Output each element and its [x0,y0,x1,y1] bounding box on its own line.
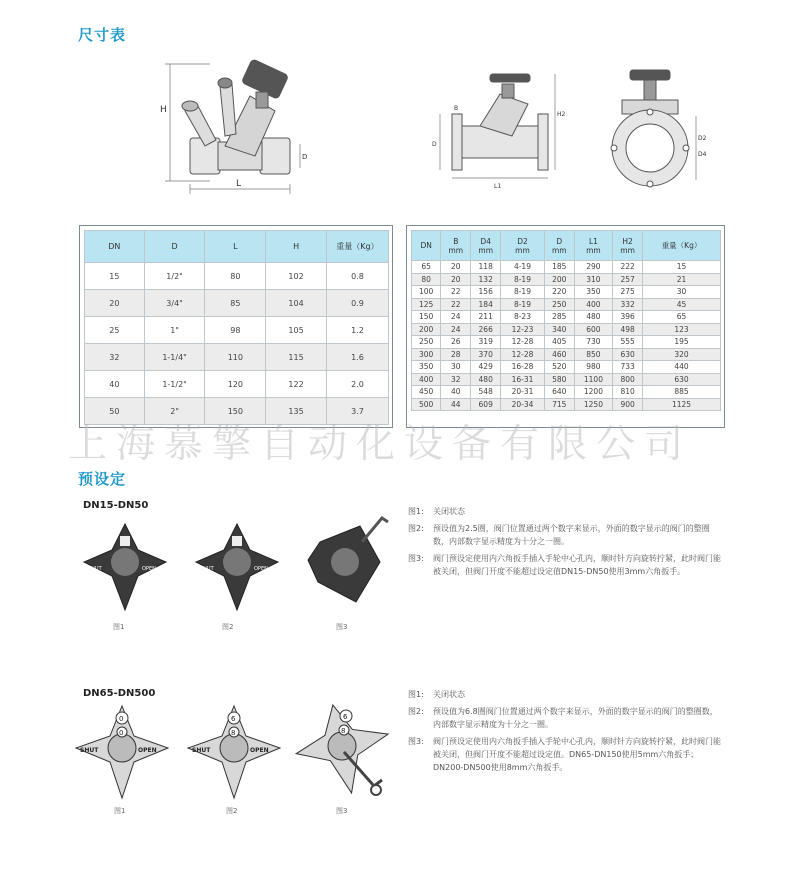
table-header-row [412,231,721,261]
table-cell: 480 [574,311,612,324]
table-cell: 65 [412,261,441,274]
table-cell: 1200 [574,386,612,399]
note-text: 预设值为2.5圈，阀门位置通过两个数字来显示，外面的数字显示的阀门的整圈数，内部数字显示精度为十分之一圈。 [433,524,710,546]
table-cell: 405 [544,336,574,349]
table-cell: 715 [544,398,574,411]
table-cell: 195 [643,336,721,349]
table-cell: 185 [544,261,574,274]
table-cell: 220 [544,286,574,299]
table-cell: 20 [441,273,471,286]
table-row [412,286,721,299]
table-row [85,317,389,344]
table-row [412,273,721,286]
table-cell: 340 [544,323,574,336]
table-cell: 22 [441,286,471,299]
table-cell: 730 [574,336,612,349]
table-row [412,386,721,399]
note-text: 阀门预设定使用内六角扳手插入手轮中心孔内，顺时针方向旋转拧紧，此时阀门能被关闭，但阀门开度不能超过设定值。DN65-DN150使用5mm六角扳手；DN200-DN500使用8mm六角扳手。 [433,737,721,772]
table-cell: 211 [471,311,501,324]
table-cell: 15 [85,263,145,290]
table-cell: 24 [441,323,471,336]
table-cell: 1-1/4" [144,344,205,371]
table-cell: 16-28 [501,361,545,374]
table-row [412,361,721,374]
knob-small-fig3 [300,512,395,616]
table-cell: 630 [643,373,721,386]
dim-label-d2: D2 [698,135,707,142]
table-cell: 320 [643,348,721,361]
header-unit: mm [620,245,635,255]
table-cell: 22 [441,298,471,311]
table-cell: 222 [613,261,643,274]
table-cell: 555 [613,336,643,349]
header-top: B [453,236,459,246]
knob-shut-label: SHUT [88,566,102,572]
table-row [412,298,721,311]
table-cell: 850 [574,348,612,361]
table-cell: 102 [266,263,327,290]
table-cell: 20 [85,290,145,317]
table-cell: 8-19 [501,286,545,299]
table-cell: 200 [544,273,574,286]
header-cell: H [266,231,327,263]
dim-label-d4: D4 [698,151,707,158]
table-cell: 200 [412,323,441,336]
note-text: 预设值为6.8圈阀门位置通过两个数字来显示，外面的数字显示的阀门的整圈数，内部数字显示精度为十分之一圈。 [433,707,718,729]
header-unit: mm [448,245,464,255]
table-row [85,290,389,317]
note-item [408,688,728,701]
caption-small-3: 图3 [336,623,348,631]
table-cell: 396 [613,311,643,324]
dim-label-d: D [302,153,308,161]
table-cell: 1.6 [326,344,388,371]
table-cell: 105 [266,317,327,344]
table-cell: 15 [643,261,721,274]
table-header-row [85,231,389,263]
dim-label-l: L [236,179,242,189]
table-cell: 900 [613,398,643,411]
table-cell: 300 [412,348,441,361]
table-cell: 520 [544,361,574,374]
header-top: D [556,236,563,246]
knob-large-fig1 [72,702,172,802]
table-cell: 132 [471,273,501,286]
table-cell: 500 [412,398,441,411]
note-text: 阀门预设定使用内六角扳手插入手轮中心孔内，顺时针方向旋转拧紧，此时阀门能被关闭，但阀门开度不能超过设定值DN15-DN50使用3mm六角扳手。 [433,554,721,576]
header-top: L1 [588,236,598,246]
header-cell: D [144,231,205,263]
table-cell: 110 [205,344,266,371]
company-watermark: 上海慕擎自动化设备有限公司 [68,422,693,467]
flanged-valve-front-drawing [600,56,710,196]
table-cell: 8-19 [501,298,545,311]
table-cell: 4-19 [501,261,545,274]
table-cell: 319 [471,336,501,349]
table-cell: 28 [441,348,471,361]
knob-digit: 0 [119,715,124,723]
knob-shut-label: SHUT [200,566,214,572]
table-cell: 135 [266,398,327,425]
table-cell: 80 [205,263,266,290]
dimension-table-small [84,230,389,425]
knob-digit: 8 [341,727,346,735]
note-item [408,705,728,731]
table-cell: 150 [412,311,441,324]
knob-large-fig2 [184,702,284,802]
flanged-valve-side-drawing [430,56,570,196]
table-cell: 45 [643,298,721,311]
table-cell: 429 [471,361,501,374]
table-cell: 2" [144,398,205,425]
header-cell: DN [85,231,145,263]
header-cell [544,231,574,261]
note-text: 关闭状态 [433,507,465,516]
table-cell: 50 [85,398,145,425]
table-cell: 118 [471,261,501,274]
knob-digit: 6 [343,713,348,721]
header-cell: 重量（Kg） [326,231,388,263]
table-cell: 400 [412,373,441,386]
table-cell: 350 [412,361,441,374]
table-cell: 400 [574,298,612,311]
table-cell: 370 [471,348,501,361]
table-row [412,311,721,324]
table-cell: 8-19 [501,273,545,286]
table-cell: 257 [613,273,643,286]
caption-large-3: 图3 [336,807,348,815]
note-item [408,552,728,578]
table-row [412,398,721,411]
table-cell: 26 [441,336,471,349]
table-cell: 1.2 [326,317,388,344]
table-cell: 120 [205,371,266,398]
table-cell: 1" [144,317,205,344]
table-cell: 885 [643,386,721,399]
header-unit: mm [478,245,494,255]
table-row [85,344,389,371]
table-cell: 1-1/2" [144,371,205,398]
table-cell: 20-31 [501,386,545,399]
table-cell: 40 [85,371,145,398]
table-cell: 1125 [643,398,721,411]
knob-shut-label: SHUT [192,747,211,754]
table-cell: 12-28 [501,348,545,361]
table-cell: 800 [613,373,643,386]
table-cell: 630 [613,348,643,361]
knob-large-fig3 [292,698,396,802]
header-top: DN [420,241,432,250]
table-cell: 275 [613,286,643,299]
note-label: 图2: [408,707,424,716]
table-cell: 1250 [574,398,612,411]
header-top: D4 [480,236,491,246]
table-cell: 25 [85,317,145,344]
preset-small-heading: DN15-DN50 [83,500,149,511]
header-top: H2 [622,236,633,246]
header-unit: mm [586,245,601,255]
knob-open-label: OPEN [142,566,156,572]
table-cell: 609 [471,398,501,411]
table-cell: 460 [544,348,574,361]
table-row [412,323,721,336]
note-label: 图2: [408,524,424,533]
knob-digit: 6 [231,715,236,723]
table-cell: 100 [412,286,441,299]
preset-large-notes [408,688,728,774]
dimensions-title: 尺寸表 [78,26,127,44]
table-cell: 30 [441,361,471,374]
dim-label-flange-d: D [432,141,437,148]
note-text: 关闭状态 [433,690,465,699]
note-label: 图3: [408,554,424,563]
knob-digit: 8 [231,729,236,737]
table-cell: 104 [266,290,327,317]
table-cell: 32 [441,373,471,386]
knob-open-label: OPEN [254,566,268,572]
table-cell: 0.9 [326,290,388,317]
table-row [412,261,721,274]
table-cell: 8-23 [501,311,545,324]
table-cell: 640 [544,386,574,399]
preset-title: 预设定 [78,470,127,488]
table-cell: 32 [85,344,145,371]
header-unit: mm [515,245,530,255]
note-item [408,505,728,518]
table-cell: 498 [613,323,643,336]
table-cell: 3.7 [326,398,388,425]
header-cell [643,231,721,261]
table-cell: 310 [574,273,612,286]
preset-small-notes [408,505,728,578]
header-cell [441,231,471,261]
table-cell: 20-34 [501,398,545,411]
table-cell: 266 [471,323,501,336]
note-label: 图3: [408,737,424,746]
header-unit: mm [551,245,567,255]
table-row [412,373,721,386]
table-row [412,348,721,361]
table-cell: 350 [574,286,612,299]
caption-large-1: 图1 [114,807,126,815]
header-top: D2 [517,236,528,246]
table-cell: 285 [544,311,574,324]
table-cell: 3/4" [144,290,205,317]
header-cell: L [205,231,266,263]
dimension-table-large [411,230,721,411]
table-cell: 156 [471,286,501,299]
dim-label-l1: L1 [494,183,502,190]
table-cell: 123 [643,323,721,336]
table-cell: 580 [544,373,574,386]
header-cell [412,231,441,261]
knob-shut-label: SHUT [80,747,99,754]
table-cell: 1100 [574,373,612,386]
note-label: 图1: [408,690,424,699]
knob-open-label: OPEN [250,747,269,754]
caption-large-2: 图2 [226,807,238,815]
note-item [408,735,728,774]
table-cell: 480 [471,373,501,386]
header-cell [501,231,545,261]
preset-large-heading: DN65-DN500 [83,688,156,699]
note-label: 图1: [408,507,424,516]
table-cell: 980 [574,361,612,374]
dim-label-h: H [160,105,167,115]
table-cell: 440 [643,361,721,374]
dim-label-h2: H2 [557,111,566,118]
table-row [85,371,389,398]
knob-small-fig2 [192,520,282,616]
table-cell: 250 [412,336,441,349]
table-cell: 12-28 [501,336,545,349]
table-cell: 810 [613,386,643,399]
table-cell: 20 [441,261,471,274]
table-row [412,336,721,349]
table-cell: 98 [205,317,266,344]
header-top: 重量（Kg） [661,241,702,250]
table-cell: 85 [205,290,266,317]
caption-small-1: 图1 [113,623,125,631]
table-cell: 1/2" [144,263,205,290]
table-row [85,263,389,290]
table-cell: 332 [613,298,643,311]
table-cell: 600 [574,323,612,336]
table-cell: 16-31 [501,373,545,386]
knob-digit: 0 [119,729,124,737]
table-cell: 125 [412,298,441,311]
header-cell [574,231,612,261]
header-cell [471,231,501,261]
header-cell [613,231,643,261]
table-cell: 150 [205,398,266,425]
table-cell: 290 [574,261,612,274]
table-cell: 115 [266,344,327,371]
table-cell: 184 [471,298,501,311]
table-cell: 250 [544,298,574,311]
caption-small-2: 图2 [222,623,234,631]
knob-small-fig1 [80,520,170,616]
table-cell: 12-23 [501,323,545,336]
table-cell: 24 [441,311,471,324]
table-cell: 40 [441,386,471,399]
table-cell: 30 [643,286,721,299]
table-cell: 0.8 [326,263,388,290]
knob-open-label: OPEN [138,747,157,754]
table-cell: 80 [412,273,441,286]
threaded-valve-drawing [150,56,310,196]
table-cell: 548 [471,386,501,399]
note-item [408,522,728,548]
table-cell: 21 [643,273,721,286]
table-cell: 450 [412,386,441,399]
table-cell: 44 [441,398,471,411]
table-cell: 65 [643,311,721,324]
dim-label-b: B [454,105,459,112]
table-cell: 733 [613,361,643,374]
table-cell: 122 [266,371,327,398]
table-cell: 2.0 [326,371,388,398]
